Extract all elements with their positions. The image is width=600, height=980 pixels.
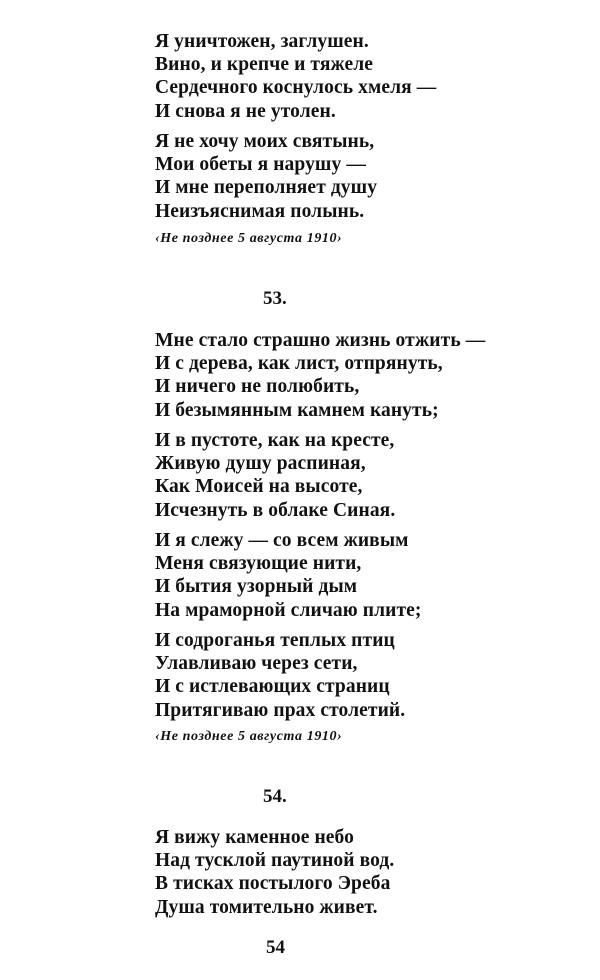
verse-line: И ничего не полюбить, bbox=[155, 376, 360, 398]
verse-line: И безымянным камнем кануть; bbox=[155, 399, 439, 421]
verse-line: Вино, и крепче и тяжеле bbox=[155, 54, 373, 76]
poem-53-stanza-2 bbox=[155, 429, 395, 522]
verse-line: Улавливаю через сети, bbox=[155, 653, 358, 675]
verse-line: Душа томительно живет. bbox=[155, 896, 378, 918]
verse-line: И мне переполняет душу bbox=[155, 177, 378, 199]
poem-54-stanza-1 bbox=[155, 826, 394, 919]
poem-53-stanza-4 bbox=[155, 629, 405, 722]
verse-line: И в пустоте, как на кресте, bbox=[155, 430, 395, 451]
verse-line: И содроганья теплых птиц bbox=[155, 630, 395, 651]
page-number: 54 bbox=[266, 937, 285, 958]
verse-line: Мне стало страшно жизнь отжить — bbox=[155, 330, 486, 351]
verse-line: И с истлевающих страниц bbox=[155, 676, 390, 698]
verse-line: Притягиваю прах столетий. bbox=[155, 699, 406, 721]
verse-line: Неизъяснимая полынь. bbox=[155, 200, 365, 222]
verse-line: И бытия узорный дым bbox=[155, 576, 358, 598]
verse-line: Сердечного коснулось хмеля — bbox=[155, 77, 437, 99]
poem-53-number: 53. bbox=[263, 288, 287, 309]
poem-53-date: ‹Не позднее 5 августа 1910› bbox=[155, 729, 343, 744]
poem-54-number: 54. bbox=[263, 786, 287, 807]
verse-line: Я уничтожен, заглушен. bbox=[155, 31, 369, 52]
verse-line: Я вижу каменное небо bbox=[155, 827, 354, 848]
poem-52-date: ‹Не позднее 5 августа 1910› bbox=[155, 231, 343, 246]
verse-line: В тисках постылого Эреба bbox=[155, 873, 391, 895]
verse-line: Мои обеты я нарушу — bbox=[155, 154, 366, 176]
verse-line: И с дерева, как лист, отпрянуть, bbox=[155, 353, 443, 375]
verse-line: Живую душу распиная, bbox=[155, 453, 366, 475]
verse-line: И я слежу — со всем живым bbox=[155, 530, 409, 551]
poem-52-stanza-1 bbox=[155, 30, 436, 123]
poem-52-stanza-2 bbox=[155, 130, 377, 223]
verse-line: На мраморной сличаю плите; bbox=[155, 599, 422, 621]
poem-53-stanza-3 bbox=[155, 529, 421, 622]
verse-line: Над тусклой паутиной вод. bbox=[155, 850, 395, 872]
poem-53-stanza-1 bbox=[155, 329, 485, 422]
verse-line: Меня связующие нити, bbox=[155, 553, 362, 575]
verse-line: Я не хочу моих святынь, bbox=[155, 131, 375, 152]
verse-line: Исчезнуть в облаке Синая. bbox=[155, 499, 396, 521]
verse-line: И снова я не утолен. bbox=[155, 100, 336, 122]
verse-line: Как Моисей на высоте, bbox=[155, 476, 363, 498]
